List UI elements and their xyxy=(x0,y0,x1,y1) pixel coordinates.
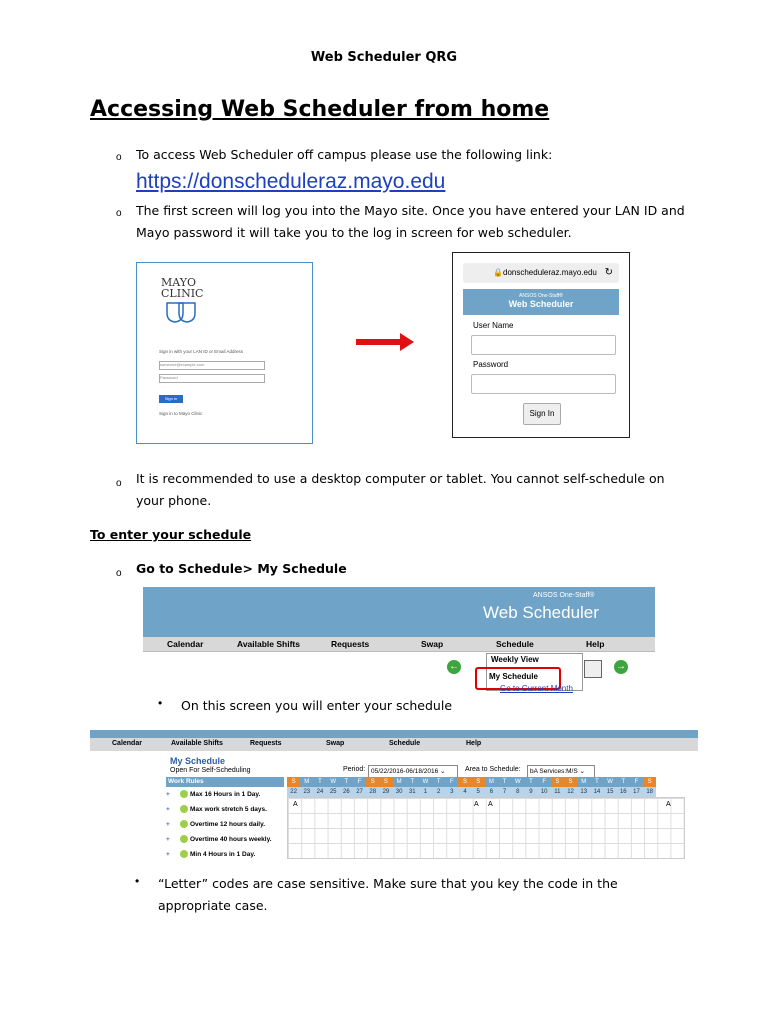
prev-arrow-icon[interactable]: ← xyxy=(449,661,459,672)
bullet-text-login-1: The first screen will log you into the Mayo site. Once you have entered your LAN ID and xyxy=(136,203,685,218)
grid-subtitle: Open For Self-Scheduling xyxy=(170,767,251,774)
grid-nav-schedule[interactable]: Schedule xyxy=(389,740,421,747)
date-header-cell: 9 xyxy=(524,787,537,797)
page-title: Accessing Web Scheduler from home xyxy=(90,97,550,122)
date-header-cell: 27 xyxy=(353,787,366,797)
work-rule-item[interactable] xyxy=(166,832,284,847)
plus-icon: + xyxy=(166,806,170,813)
password-input[interactable] xyxy=(471,374,616,394)
go-to-current-month-link[interactable]: Go to Current Month xyxy=(500,684,573,693)
day-header-cell: W xyxy=(511,777,524,787)
day-header-cell: W xyxy=(604,777,617,787)
bullet-text-device-2: your phone. xyxy=(136,493,212,508)
check-icon xyxy=(180,820,188,828)
work-rule-item[interactable] xyxy=(166,787,284,802)
grid-title: My Schedule xyxy=(170,756,226,766)
day-header-cell: S xyxy=(551,777,564,787)
area-select[interactable]: bA Services:M/S ⌄ xyxy=(527,765,595,778)
work-rule-label: Overtime 12 hours daily. xyxy=(190,821,266,828)
bullet-marker: o xyxy=(116,568,122,579)
shift-code[interactable]: A xyxy=(488,801,493,808)
day-header-cell: M xyxy=(393,777,406,787)
bullet-text-navigation: Go to Schedule> My Schedule xyxy=(136,561,347,576)
brand-line-1: MAYO xyxy=(161,276,197,289)
grid-nav-calendar[interactable]: Calendar xyxy=(112,740,142,747)
schedule-cells[interactable] xyxy=(287,797,685,859)
day-header-cell: T xyxy=(406,777,419,787)
date-header-cell: 31 xyxy=(406,787,419,797)
bullet-marker: o xyxy=(116,478,122,489)
date-header-cell: 16 xyxy=(617,787,630,797)
scheduler-link[interactable]: https://donscheduleraz.mayo.edu xyxy=(136,170,446,193)
shift-code[interactable]: A xyxy=(474,801,479,808)
sign-in-button[interactable]: Sign In xyxy=(523,403,561,425)
grid-nav-bar xyxy=(90,738,698,751)
nav-help[interactable]: Help xyxy=(586,639,605,649)
nav-schedule[interactable]: Schedule xyxy=(496,639,534,649)
mayo-logo xyxy=(161,277,203,325)
mayo-shield-icon xyxy=(163,301,199,323)
date-header-cell: 15 xyxy=(604,787,617,797)
day-header-cell: T xyxy=(313,777,326,787)
work-rule-label: Max 16 Hours in 1 Day. xyxy=(190,791,261,798)
period-select[interactable]: 05/22/2016-06/18/2016 ⌄ xyxy=(368,765,458,778)
date-header-cell: 24 xyxy=(313,787,326,797)
date-header-cell: 26 xyxy=(340,787,353,797)
day-header-cell: S xyxy=(472,777,485,787)
nav-swap[interactable]: Swap xyxy=(421,639,444,649)
grid-nav-swap[interactable]: Swap xyxy=(326,740,345,747)
work-rules-header: Work Rules xyxy=(166,777,284,787)
nav-calendar[interactable]: Calendar xyxy=(167,639,204,649)
scheduler-nav-bar xyxy=(143,637,655,652)
schedule-grid xyxy=(287,777,685,859)
day-header-cell: S xyxy=(366,777,379,787)
mayo-signin-text: Sign in with your LAN ID or Email Address xyxy=(159,349,244,354)
day-header-cell: F xyxy=(445,777,458,787)
day-header-cell: T xyxy=(524,777,537,787)
check-icon xyxy=(180,835,188,843)
shift-code[interactable]: A xyxy=(293,801,298,808)
banner-product: ANSOS One-Staff® xyxy=(533,592,595,599)
day-header-cell: T xyxy=(617,777,630,787)
bullet-text-login-2: Mayo password it will take you to the log in screen for web scheduler. xyxy=(136,225,572,240)
bullet-marker: o xyxy=(116,208,122,219)
bullet-dot: • xyxy=(135,874,140,888)
app-name: Web Scheduler xyxy=(508,299,574,309)
section-subheading: To enter your schedule xyxy=(90,527,252,542)
day-header-cell: M xyxy=(300,777,313,787)
document-header: Web Scheduler QRG xyxy=(310,50,458,65)
next-arrow-icon[interactable]: → xyxy=(616,661,626,672)
period-value: 05/22/2016-06/18/2016 xyxy=(371,768,439,775)
web-scheduler-banner xyxy=(143,587,655,637)
date-header-cell: 22 xyxy=(287,787,300,797)
work-rule-item[interactable] xyxy=(166,847,284,862)
red-arrow-icon xyxy=(356,339,402,345)
plus-icon: + xyxy=(166,851,170,858)
calendar-icon[interactable] xyxy=(584,660,602,678)
bullet-dot: • xyxy=(158,696,163,710)
banner-app-title: Web Scheduler xyxy=(483,603,599,622)
date-header-cell: 18 xyxy=(643,787,656,797)
plus-icon: + xyxy=(166,836,170,843)
work-rules-panel xyxy=(166,777,284,862)
mayo-signin-screenshot xyxy=(136,262,313,444)
plus-icon: + xyxy=(166,821,170,828)
browser-url-bar[interactable] xyxy=(463,263,619,283)
lock-icon: 🔒 xyxy=(493,268,503,277)
work-rule-item[interactable] xyxy=(166,817,284,832)
day-header-cell: S xyxy=(287,777,300,787)
date-header-cell: 3 xyxy=(445,787,458,797)
work-rule-item[interactable] xyxy=(166,802,284,817)
check-icon xyxy=(180,790,188,798)
day-header-cell: F xyxy=(353,777,366,787)
day-header-cell: T xyxy=(340,777,353,787)
date-header-cell: 6 xyxy=(485,787,498,797)
day-header-cell: M xyxy=(577,777,590,787)
date-header-cell: 25 xyxy=(327,787,340,797)
date-header-cell: 12 xyxy=(564,787,577,797)
password-label: Password xyxy=(473,360,509,369)
date-header-cell: 13 xyxy=(577,787,590,797)
mayo-signin-button[interactable]: Sign in xyxy=(159,395,183,403)
day-header-row xyxy=(287,777,685,787)
day-header-cell: T xyxy=(498,777,511,787)
web-scheduler-login-screenshot xyxy=(452,252,630,438)
period-label: Period: xyxy=(343,766,366,773)
date-header-cell: 11 xyxy=(551,787,564,797)
grid-nav-requests[interactable]: Requests xyxy=(250,740,282,747)
mayo-email-input[interactable]: someone@example.com xyxy=(159,361,265,370)
reload-icon[interactable]: ↻ xyxy=(604,267,613,278)
day-header-cell: S xyxy=(458,777,471,787)
grid-nav-available-shifts[interactable]: Available Shifts xyxy=(171,740,223,747)
menu-my-schedule[interactable]: My Schedule xyxy=(489,672,538,681)
bullet-marker: o xyxy=(116,152,122,163)
grid-nav-help[interactable]: Help xyxy=(466,740,482,747)
mayo-password-input[interactable]: Password xyxy=(159,374,265,383)
date-header-cell: 17 xyxy=(630,787,643,797)
day-header-cell: T xyxy=(432,777,445,787)
date-header-cell: 14 xyxy=(590,787,603,797)
url-text: donscheduleraz.mayo.edu xyxy=(503,268,597,277)
date-header-cell: 23 xyxy=(300,787,313,797)
check-icon xyxy=(180,850,188,858)
date-header-row xyxy=(287,787,685,797)
nav-available-shifts[interactable]: Available Shifts xyxy=(237,639,300,649)
date-header-cell: 5 xyxy=(472,787,485,797)
bullet-text-schedule-screen: On this screen you will enter your schedule xyxy=(181,698,453,713)
check-icon xyxy=(180,805,188,813)
day-header-cell: M xyxy=(485,777,498,787)
bullet-text-case-2: appropriate case. xyxy=(158,898,268,913)
mayo-footer-text: Sign in to Mayo Clinic xyxy=(159,411,203,416)
date-header-cell: 10 xyxy=(538,787,551,797)
day-header-cell: F xyxy=(538,777,551,787)
date-header-cell: 28 xyxy=(366,787,379,797)
menu-weekly-view[interactable]: Weekly View xyxy=(491,655,539,664)
grid-top-bar xyxy=(90,730,698,738)
date-header-cell: 30 xyxy=(393,787,406,797)
login-banner xyxy=(463,289,619,315)
area-value: bA Services:M/S xyxy=(530,768,578,775)
date-header-cell: 8 xyxy=(511,787,524,797)
date-header-cell: 7 xyxy=(498,787,511,797)
area-label: Area to Schedule: xyxy=(465,766,521,773)
red-arrow-head-icon xyxy=(400,333,414,351)
day-header-cell: W xyxy=(419,777,432,787)
bullet-text-link-intro: To access Web Scheduler off campus please use the following link: xyxy=(136,147,553,162)
day-header-cell: S xyxy=(379,777,392,787)
user-name-label: User Name xyxy=(473,321,514,330)
day-header-cell: T xyxy=(590,777,603,787)
bullet-text-case-1: “Letter” codes are case sensitive. Make sure that you key the code in the xyxy=(158,876,618,891)
work-rule-label: Overtime 40 hours weekly. xyxy=(190,836,272,843)
plus-icon: + xyxy=(166,791,170,798)
date-header-cell: 4 xyxy=(458,787,471,797)
date-header-cell: 1 xyxy=(419,787,432,797)
work-rule-label: Min 4 Hours in 1 Day. xyxy=(190,851,256,858)
date-header-cell: 29 xyxy=(379,787,392,797)
bullet-text-device-1: It is recommended to use a desktop computer or tablet. You cannot self-schedule on xyxy=(136,471,665,486)
product-name: ANSOS One-Staff® xyxy=(519,293,563,299)
shift-code[interactable]: A xyxy=(666,801,671,808)
date-header-cell: 2 xyxy=(432,787,445,797)
day-header-cell: W xyxy=(327,777,340,787)
nav-requests[interactable]: Requests xyxy=(331,639,370,649)
day-header-cell: F xyxy=(630,777,643,787)
day-header-cell: S xyxy=(643,777,656,787)
user-name-input[interactable] xyxy=(471,335,616,355)
work-rule-label: Max work stretch 5 days. xyxy=(190,806,267,813)
brand-line-2: CLINIC xyxy=(161,287,204,300)
day-header-cell: S xyxy=(564,777,577,787)
